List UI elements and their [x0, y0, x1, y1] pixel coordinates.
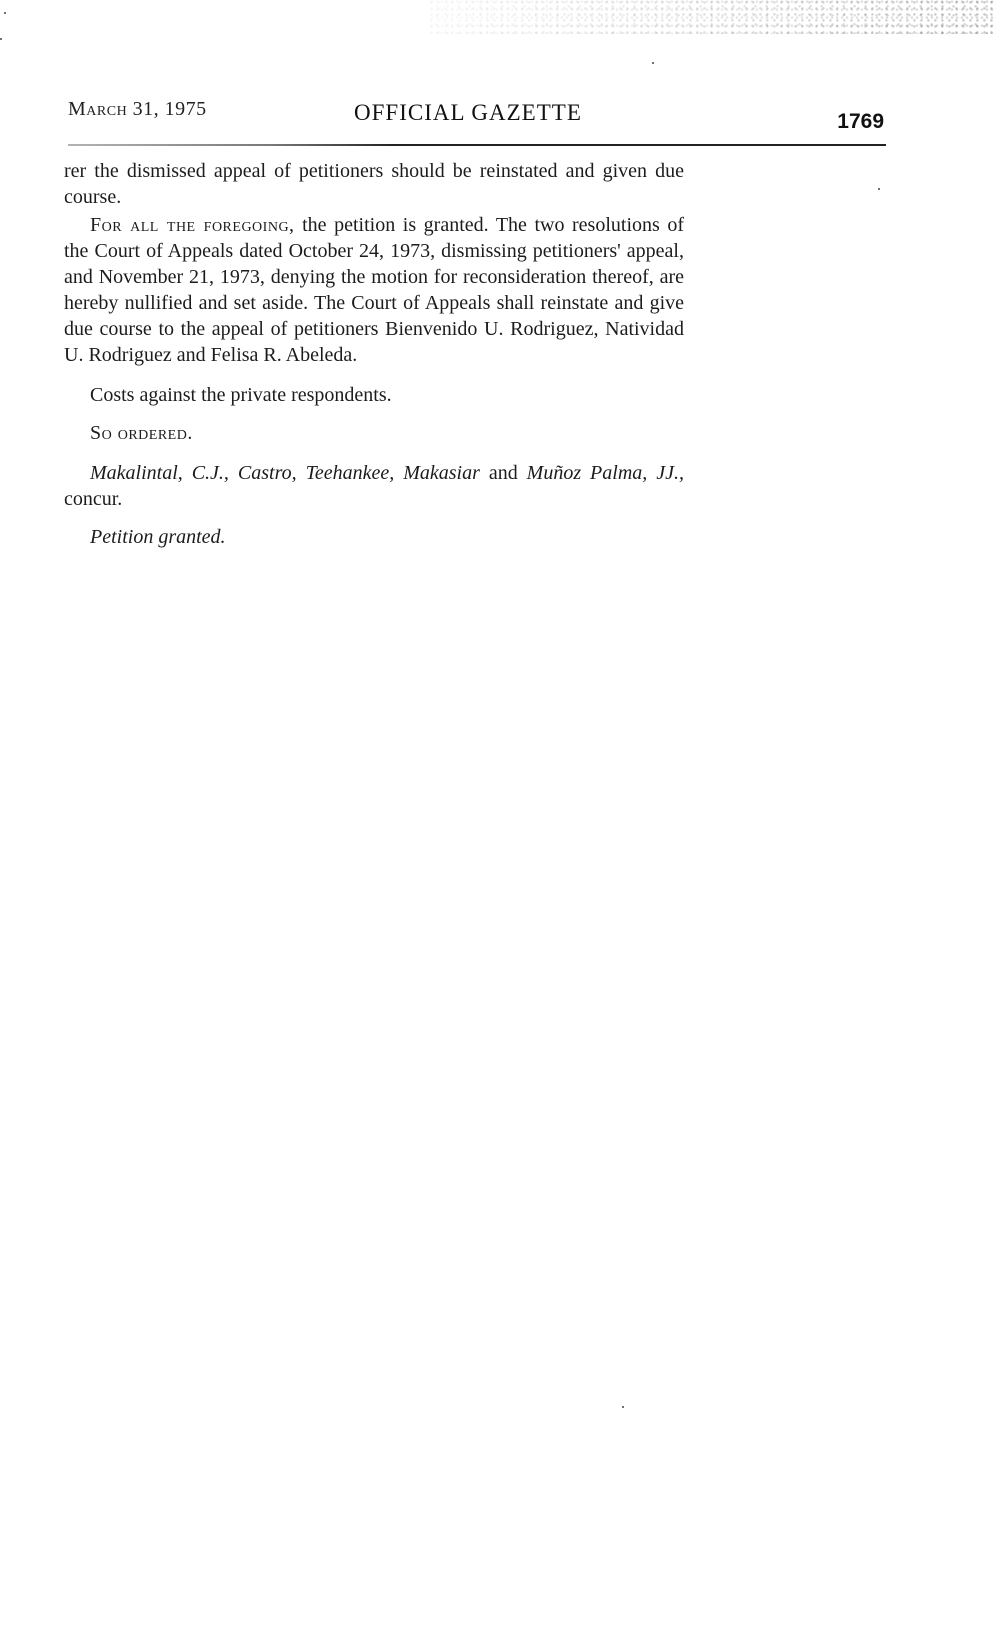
scan-noise [430, 0, 996, 34]
decision-text [64, 158, 684, 550]
scan-speck [652, 62, 654, 64]
paragraph-text: the petition is granted. The two resolutions of the Court of Appeals dated October 24, 1973, dismissing petitioners' appeal, and November 21, 1973, denying the motion for reconsideration thereof, are hereby nullified and set aside. The Court of Appeals shall reinstate and give due course to the appeal of petitioners Bienvenido U. Rodriguez, Natividad U. Rodriguez and Felisa R. Abeleda. [64, 214, 685, 366]
header-date: March 31, 1975 [68, 98, 207, 120]
page-number: 1769 [837, 110, 884, 133]
concurring-justices: Makalintal, C.J., Castro, Teehankee, Makasiar [90, 462, 480, 484]
disposition-text: Petition granted. [90, 526, 226, 548]
scan-speck [622, 1406, 624, 1408]
scan-speck [0, 38, 2, 40]
page-header [68, 98, 884, 138]
paragraph-text: rer the dismissed appeal of petitioners should be reinstated and given due course. [64, 160, 684, 208]
so-ordered-text: So ordered. [90, 422, 193, 444]
scan-speck [4, 12, 6, 14]
header-rule [68, 144, 886, 146]
costs-text: Costs against the private respondents. [90, 384, 392, 406]
concurring-justice-last: Muñoz Palma, JJ., [526, 462, 684, 484]
paragraph-ordered [64, 420, 684, 446]
case-disposition [64, 524, 684, 550]
paragraph-continuation [64, 158, 684, 210]
paragraph-concurrence [64, 460, 684, 512]
scan-speck [878, 188, 880, 190]
paragraph-lead: For all the foregoing, [90, 214, 295, 236]
publication-title: OFFICIAL GAZETTE [354, 100, 582, 125]
paragraph-costs [64, 382, 684, 408]
paragraph-disposition [64, 212, 684, 368]
concur-and: and [479, 462, 527, 484]
concur-tail: concur. [64, 488, 123, 510]
